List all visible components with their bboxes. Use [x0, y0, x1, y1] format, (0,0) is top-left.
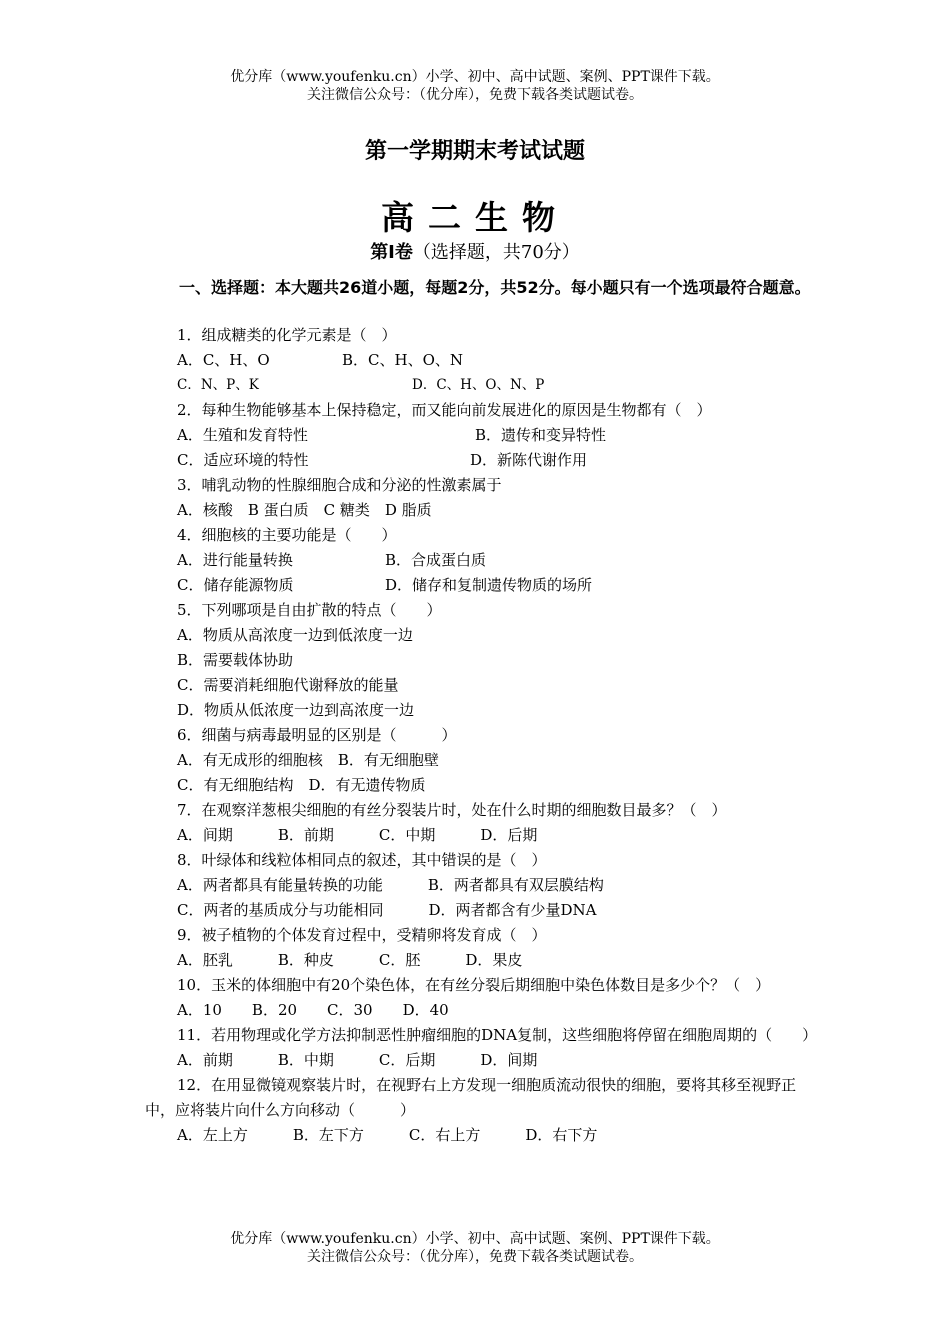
q1-stem: 1．组成糖类的化学元素是（ ） — [177, 326, 397, 344]
q1-option-b: B．C、H、O、N — [342, 351, 464, 369]
subject-title: 高二生物 — [381, 198, 569, 237]
volume-note: （选择题，共70分） — [412, 242, 580, 263]
q4-options-ab — [145, 548, 810, 573]
q7-stem: 7．在观察洋葱根尖细胞的有丝分裂装片时，处在什么时期的细胞数目最多？（ ） — [177, 801, 727, 819]
q9-stem: 9．被子植物的个体发育过程中，受精卵将发育成（ ） — [177, 926, 547, 944]
q10-stem: 10．玉米的体细胞中有20个染色体，在有丝分裂后期细胞中染色体数目是多少个？（ ） — [177, 976, 771, 994]
q2-options-cd — [145, 448, 810, 473]
q5-option-b: B．需要载体协助 — [177, 651, 294, 669]
q8-stem: 8．叶绿体和线粒体相同点的叙述，其中错误的是（ ） — [177, 851, 547, 869]
q2-option-b: B．遗传和变异特性 — [475, 426, 607, 444]
volume-heading — [0, 238, 950, 264]
q11-stem: 11．若用物理或化学方法抑制恶性肿瘤细胞的DNA复制，这些细胞将停留在细胞周期的（ ） — [177, 1026, 818, 1044]
page-footer — [0, 1230, 950, 1266]
q2-option-d: D．新陈代谢作用 — [470, 451, 588, 469]
q5-stem: 5．下列哪项是自由扩散的特点（ ） — [177, 601, 442, 619]
q1-option-d: D．C、H、O、N、P — [412, 377, 545, 393]
question-list — [145, 323, 818, 1148]
q8-options-cd: C．两者的基质成分与功能相同 D．两者都含有少量DNA — [177, 901, 597, 919]
q6-stem: 6．细菌与病毒最明显的区别是（ ） — [177, 726, 457, 744]
q5-option-d: D．物质从低浓度一边到高浓度一边 — [177, 701, 415, 719]
q1-options-cd — [145, 373, 810, 398]
footer-line-1: 优分库（www.youfenku.cn）小学、初中、高中试题、案例、PPT课件下载。 — [230, 1231, 720, 1247]
q1-option-c: C．N、P、K — [177, 377, 259, 393]
q12-options: A．左上方 B．左下方 C．右上方 D．右下方 — [177, 1126, 598, 1144]
q4-option-b: B．合成蛋白质 — [385, 551, 487, 569]
q5-option-c: C．需要消耗细胞代谢释放的能量 — [177, 676, 399, 694]
q10-options: A．10 B．20 C．30 D．40 — [177, 1001, 449, 1019]
q1-options-ab — [145, 348, 810, 373]
q8-options-ab: A．两者都具有能量转换的功能 B．两者都具有双层膜结构 — [177, 876, 604, 894]
q4-options-cd — [145, 573, 810, 598]
q2-option-c: C．适应环境的特性 — [177, 451, 309, 469]
q2-stem: 2．每种生物能够基本上保持稳定，而又能向前发展进化的原因是生物都有（ ） — [177, 401, 712, 419]
q3-options: A．核酸 B 蛋白质 C 糖类 D 脂质 — [177, 501, 432, 519]
q7-options: A．间期 B．前期 C．中期 D．后期 — [177, 826, 538, 844]
q5-option-a: A．物质从高浓度一边到低浓度一边 — [177, 626, 413, 644]
q4-option-d: D．储存和复制遗传物质的场所 — [385, 576, 593, 594]
footer-line-2: 关注微信公众号：（优分库），免费下载各类试题试卷。 — [307, 1249, 643, 1265]
q1-option-a: A．C、H、O — [177, 351, 270, 369]
q4-option-a: A．进行能量转换 — [177, 551, 293, 569]
section-heading: 一、选择题：本大题共26道小题，每题2分，共52分。每小题只有一个选项最符合题意。 — [179, 278, 811, 297]
q12-stem: 12．在用显微镜观察装片时，在视野右上方发现一细胞质流动很快的细胞，要将其移至视野正中，应将装片向什么方向移动（ ） — [145, 1076, 797, 1119]
header-line-2: 关注微信公众号：（优分库），免费下载各类试题试卷。 — [307, 87, 643, 103]
exam-title: 第一学期期末考试试题 — [364, 139, 585, 164]
q3-stem: 3．哺乳动物的性腺细胞合成和分泌的性激素属于 — [177, 476, 502, 494]
q6-options-cd: C．有无细胞结构 D．有无遗传物质 — [177, 776, 426, 794]
page-header — [0, 68, 950, 104]
q2-option-a: A．生殖和发育特性 — [177, 426, 308, 444]
q4-stem: 4．细胞核的主要功能是（ ） — [177, 526, 397, 544]
volume-label: 第Ⅰ卷 — [370, 242, 413, 263]
q4-option-c: C．储存能源物质 — [177, 576, 294, 594]
q2-options-ab — [145, 423, 810, 448]
q6-options-ab: A．有无成形的细胞核 B．有无细胞壁 — [177, 751, 439, 769]
q11-options: A．前期 B．中期 C．后期 D．间期 — [177, 1051, 538, 1069]
q9-options: A．胚乳 B．种皮 C．胚 D．果皮 — [177, 951, 523, 969]
header-line-1: 优分库（www.youfenku.cn）小学、初中、高中试题、案例、PPT课件下载。 — [230, 69, 720, 85]
